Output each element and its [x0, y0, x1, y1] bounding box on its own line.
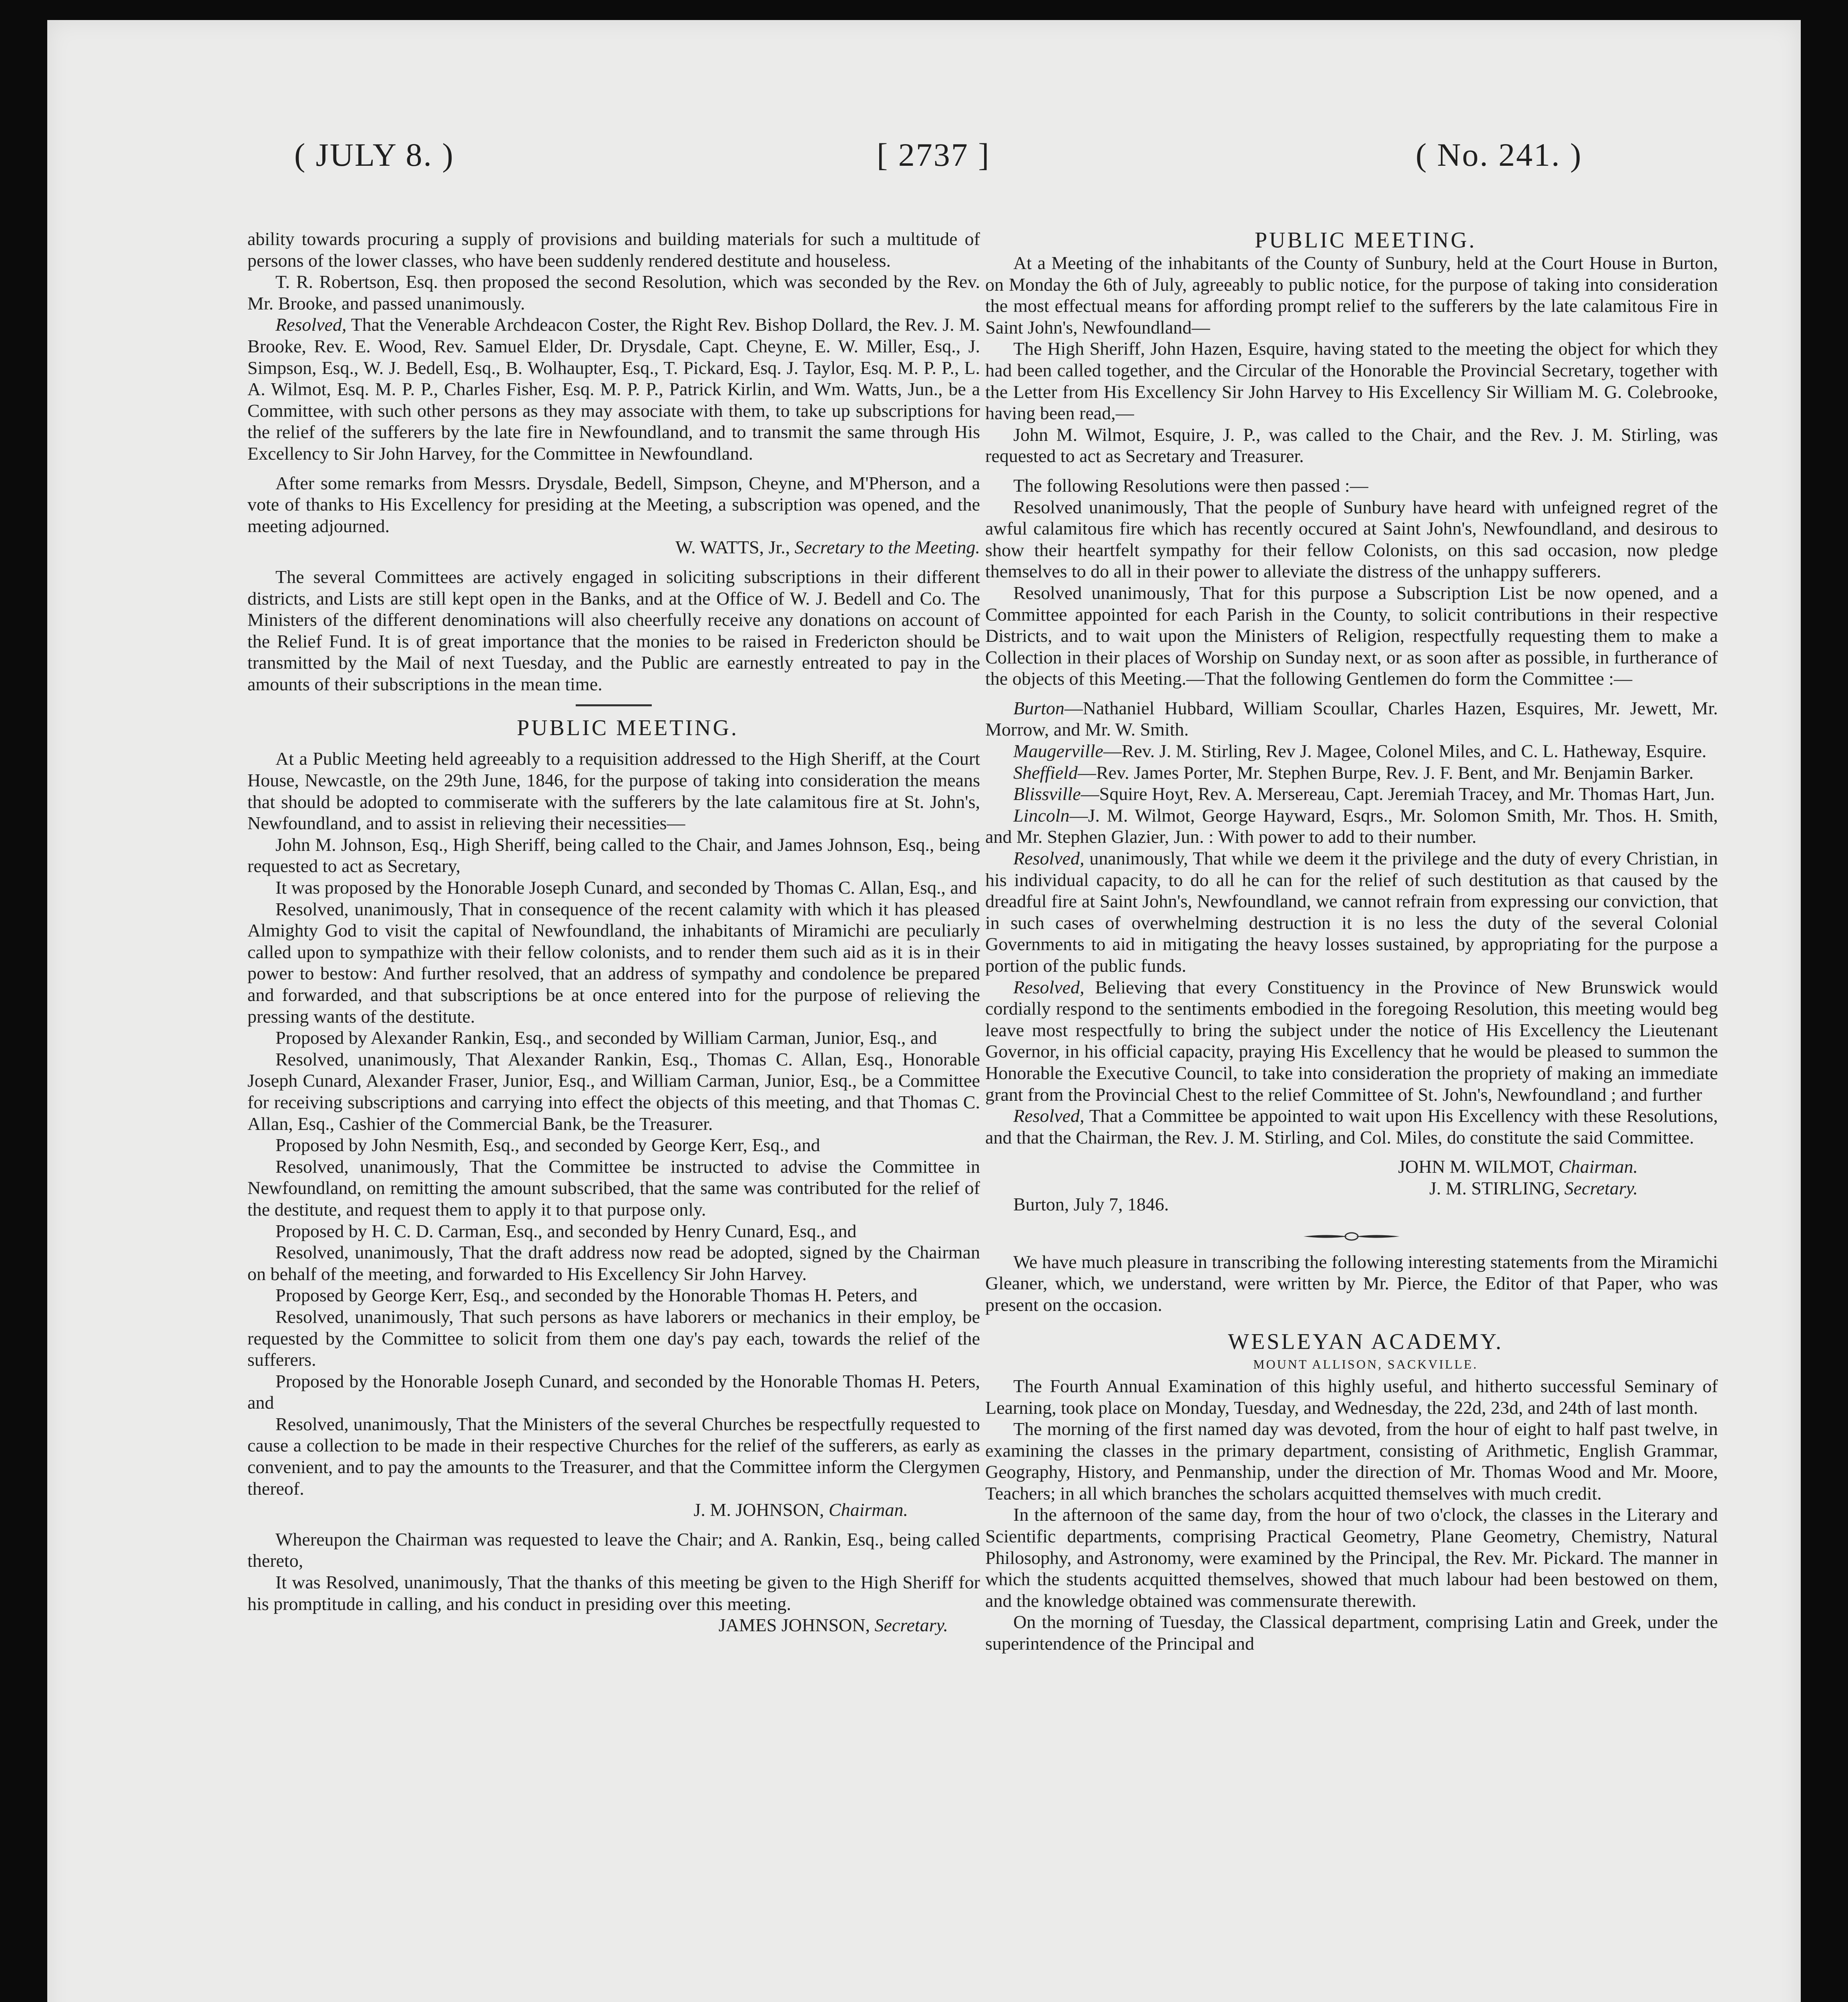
committee-blissville	[985, 783, 1718, 805]
paragraph: John M. Wilmot, Esquire, J. P., was called to the Chair, and the Rev. J. M. Stirling, was requested to act as Secretary and Treasurer.	[985, 424, 1718, 466]
committee-members: —Nathaniel Hubbard, William Scoullar, Charles Hazen, Esquires, Mr. Jewett, Mr. Morrow, and Mr. W. Smith.	[985, 697, 1718, 740]
paragraph: Whereupon the Chairman was requested to leave the Chair; and A. Rankin, Esq., being called thereto,	[247, 1529, 980, 1571]
parish-name: Burton	[1013, 697, 1065, 718]
paragraph: Proposed by John Nesmith, Esq., and seconded by George Kerr, Esq., and	[275, 1135, 820, 1156]
signature-name: JOHN M. WILMOT,	[1398, 1156, 1559, 1177]
committee-members: —Rev. James Porter, Mr. Stephen Burpe, Rev. J. F. Bent, and Mr. Benjamin Barker.	[1077, 762, 1694, 783]
paragraph: The Fourth Annual Examination of this highly useful, and hitherto successful Seminary of Learning, took place on Monday, Tuesday, and Wednesday, the 22d, 23d, and 24th of last month.	[985, 1375, 1718, 1418]
paragraph: It was proposed by the Honorable Joseph Cunard, and seconded by Thomas C. Allan, Esq., and	[275, 877, 977, 898]
committee-members: —Squire Hoyt, Rev. A. Mersereau, Capt. Jeremiah Tracey, and Mr. Thomas Hart, Jun.	[1081, 784, 1715, 804]
signature-name: J. M. JOHNSON,	[693, 1499, 829, 1520]
parish-name: Blissville	[1013, 784, 1081, 804]
section-rule	[576, 704, 652, 706]
resolved-lead: Resolved,	[275, 314, 347, 335]
committee-members: —Rev. J. M. Stirling, Rev J. Magee, Colonel Miles, and C. L. Hatheway, Esquire.	[1103, 741, 1707, 762]
resolved-lead: Resolved,	[1013, 848, 1085, 869]
paragraph: At a Public Meeting held agreeably to a requisition addressed to the High Sheriff, at the Court House, Newcastle, on the 29th June, 1846, for the purpose of taking into consideration the means that should be adopted to commiserate with the sufferers by the late calamitous fire at St. John's, Newfoundland, and to assist in relieving their necessities—	[247, 748, 980, 834]
signature-johnson	[247, 1499, 908, 1521]
signature-role: Secretary.	[1564, 1178, 1638, 1198]
resolved-lead: Resolved,	[1013, 1106, 1085, 1126]
paragraph: Resolved, unanimously, That the draft address now read be adopted, signed by the Chairman on behalf of the meeting, and forwarded to His Excellency Sir John Harvey.	[247, 1242, 980, 1284]
paragraph: On the morning of Tuesday, the Classical department, comprising Latin and Greek, under the superintendence of the Principal and	[985, 1612, 1718, 1654]
parish-name: Sheffield	[1013, 762, 1078, 783]
right-column	[985, 228, 1718, 1654]
committee-maugerville	[985, 740, 1718, 762]
section-title: WESLEYAN ACADEMY.	[1228, 1329, 1503, 1355]
signature-role: Chairman.	[828, 1499, 908, 1520]
paragraph-text: unanimously, That while we deem it the privilege and the duty of every Christian, in his individual capacity, to do all he can for the relief of such destitution as that caused by the dreadful fire at Saint John's, Newfoundland, we cannot refrain from expressing our conviction, that in such cases of overwhelming destruction it is no less the duty of the several Colonial Governments to aid in mitigating the heavy losses sustained, by appropriating for the purpose a portion of the public funds.	[985, 848, 1718, 976]
paragraph-text: That a Committee be appointed to wait upon His Excellency with these Resolutions, and that the Chairman, the Rev. J. M. Stirling, and Col. Miles, do constitute the said Committee.	[985, 1106, 1718, 1148]
section-subtitle: MOUNT ALLISON, SACKVILLE.	[1253, 1357, 1478, 1372]
signature-role: Secretary.	[874, 1615, 948, 1636]
signature-james-johnson	[247, 1614, 948, 1636]
paragraph: Resolved, unanimously, That the Committee be instructed to advise the Committee in Newfoundland, on remitting the amount subscribed, that the same was contributed for the relief of the destitute, and request them to apply it to that purpose only.	[247, 1156, 980, 1220]
paragraph: The morning of the first named day was devoted, from the hour of eight to half past twelve, in examining the classes in the primary department, consisting of Arithmetic, English Grammar, Geography, History, and Penmanship, under the direction of Mr. Thomas Wood and Mr. Moore, Teachers; in all which branches the scholars acquitted themselves with much credit.	[985, 1419, 1718, 1504]
paragraph: The several Committees are actively engaged in soliciting subscriptions in their different districts, and Lists are still kept open in the Banks, and at the Office of W. J. Bedell and Co. The Ministers of the different denominations will also cheerfully receive any donations on account of the Relief Fund. It is of great importance that the monies to be raised in Fredericton should be transmitted by the Mail of next Tuesday, and the Public are earnestly entreated to pay in the amounts of their subscriptions in the mean time.	[247, 566, 980, 694]
paragraph: ability towards procuring a supply of provisions and building materials for such a multitude of persons of the lower classes, who have been suddenly rendered destitute and houseless.	[247, 229, 980, 271]
dateline-row	[985, 1178, 1718, 1215]
parish-name: Maugerville	[1013, 741, 1103, 762]
header-page-number: [ 2737 ]	[877, 137, 990, 173]
paragraph: Resolved, unanimously, That such persons as have laborers or mechanics in their employ, be requested by the Committee to solicit from them one day's pay each, towards the relief of the sufferers.	[247, 1306, 980, 1370]
paragraph: The High Sheriff, John Hazen, Esquire, having stated to the meeting the object for which they had been called together, and the Circular of the Honorable the Provincial Secretary, together with the Letter from His Excellency Sir John Harvey to His Excellency Sir William M. G. Colebrooke, having been read,—	[985, 338, 1718, 424]
committee-members: —J. M. Wilmot, George Hayward, Esqrs., Mr. Solomon Smith, Mr. Thos. H. Smith, and Mr. Stephen Glazier, Jun. : With power to add to their number.	[985, 805, 1718, 847]
paragraph-text: Believing that every Constituency in the Province of New Brunswick would cordially respond to the sentiments embodied in the foregoing Resolution, this meeting would beg leave most respectfully to bring the subject under the notice of His Excellency the Lieutenant Governor, in his official capacity, praying His Excellency that he would be pleased to summon the Honorable the Executive Council, to take into consideration the propriety of making an immediate grant from the Provincial Chest to the relief Committee of St. John's, Newfoundland ; and further	[985, 977, 1718, 1105]
paragraph: Proposed by the Honorable Joseph Cunard, and seconded by the Honorable Thomas H. Peters, and	[247, 1371, 980, 1413]
committee-lincoln	[985, 805, 1718, 848]
newspaper-page	[47, 20, 1801, 2002]
signature-stirling	[1429, 1178, 1638, 1199]
ornament-divider	[985, 1226, 1718, 1238]
paragraph: At a Meeting of the inhabitants of the County of Sunbury, held at the Court House in Burton, on Monday the 6th of July, agreeably to public notice, for the purpose of taking into consideration the most effectual means for affording prompt relief to the sufferers by the late calamitous Fire in Saint John's, Newfoundland—	[985, 253, 1718, 338]
left-column	[247, 228, 980, 1636]
signature-watts	[247, 537, 980, 558]
ornament-icon	[1304, 1230, 1400, 1242]
paragraph: It was Resolved, unanimously, That the thanks of this meeting be given to the High Sheriff for his promptitude in calling, and his conduct in presiding over this meeting.	[247, 1572, 980, 1614]
paragraph: After some remarks from Messrs. Drysdale, Bedell, Simpson, Cheyne, and M'Pherson, and a vote of thanks to His Excellency for presiding at the Meeting, a subscription was opened, and the meeting adjourned.	[247, 472, 980, 536]
paragraph	[985, 848, 1718, 977]
paragraph: Resolved, unanimously, That Alexander Rankin, Esq., Thomas C. Allan, Esq., Honorable Joseph Cunard, Alexander Fraser, Junior, Esq., and William Carman, Junior, Esq., be a Committee for receiving subscriptions and carrying into effect the objects of this meeting, and that Thomas C. Allan, Esq., Cashier of the Commercial Bank, be the Treasurer.	[247, 1049, 980, 1134]
dateline: Burton, July 7, 1846.	[1013, 1194, 1169, 1214]
paragraph: Resolved, unanimously, That in consequence of the recent calamity with which it has pleased Almighty God to visit the capital of Newfoundland, the inhabitants of Miramichi are peculiarly called upon to sympathize with their fellow colonists, and to render them such aid as it is in their power to bestow: And further resolved, that an address of sympathy and condolence be prepared and forwarded, and that subscriptions be at once entered into for the purpose of relieving the pressing wants of the destitute.	[247, 898, 980, 1027]
paragraph: We have much pleasure in transcribing the following interesting statements from the Miramichi Gleaner, which, we understand, were written by Mr. Pierce, the Editor of that Paper, who was present on the occasion.	[985, 1251, 1718, 1315]
paragraph: In the afternoon of the same day, from the hour of two o'clock, the classes in the Literary and Scientific departments, comprising Practical Geometry, Plane Geometry, Chemistry, Natural Philosophy, and Astronomy, were examined by the Principal, the Rev. Mr. Pickard. The manner in which the students acquitted themselves, showed that much labour had been bestowed on them, and the knowledge obtained was commensurate therewith.	[985, 1504, 1718, 1611]
paragraph	[985, 1105, 1718, 1148]
paragraph	[247, 314, 980, 464]
paragraph: Proposed by Alexander Rankin, Esq., and seconded by William Carman, Junior, Esq., and	[275, 1027, 937, 1048]
paragraph: Resolved unanimously, That the people of Sunbury have heard with unfeigned regret of the awful calamitous fire which has recently occured at Saint John's, Newfoundland, and desirous to show their heartfelt sympathy for their fellow Colonists, on this sad occasion, now pledge themselves to do all in their power to alleviate the distress of the unhappy sufferers.	[985, 496, 1718, 582]
section-title: PUBLIC MEETING.	[516, 716, 739, 741]
section-title: PUBLIC MEETING.	[1254, 228, 1477, 253]
parish-name: Lincoln	[1013, 805, 1070, 826]
signature-name: JAMES JOHNSON,	[718, 1615, 875, 1636]
signature-wilmot	[985, 1156, 1638, 1178]
header-date: ( JULY 8. )	[294, 137, 454, 173]
header-issue-number: ( No. 241. )	[1416, 137, 1583, 173]
signature-role: Secretary to the Meeting.	[794, 537, 980, 558]
paragraph: Resolved, unanimously, That the Ministers of the several Churches be respectfully requested to cause a collection to be made in their respective Churches for the relief of the sufferers, as early as convenient, and to pay the amounts to the Treasurer, and that the Committee inform the Clergymen thereof.	[247, 1413, 980, 1499]
paragraph: John M. Johnson, Esq., High Sheriff, being called to the Chair, and James Johnson, Esq., being requested to act as Secretary,	[247, 834, 980, 876]
committee-sheffield	[985, 762, 1718, 784]
paragraph: Resolved unanimously, That for this purpose a Subscription List be now opened, and a Committee appointed for each Parish in the County, to solicit contributions in their respective Districts, and to wait upon the Ministers of Religion, respectfully requesting them to make a Collection in their places of Worship on Sunday next, or as soon after as possible, in furtherance of the objects of this Meeting.—That the following Gentlemen do form the Committee :—	[985, 582, 1718, 689]
paragraph: The following Resolutions were then passed :—	[1013, 475, 1368, 496]
resolved-lead: Resolved,	[1013, 977, 1085, 997]
paragraph: Proposed by H. C. D. Carman, Esq., and seconded by Henry Cunard, Esq., and	[275, 1220, 857, 1241]
paragraph	[985, 977, 1718, 1106]
paragraph: Proposed by George Kerr, Esq., and seconded by the Honorable Thomas H. Peters, and	[275, 1285, 918, 1306]
signature-name: W. WATTS, Jr.,	[675, 537, 795, 558]
paragraph-text: That the Venerable Archdeacon Coster, the Right Rev. Bishop Dollard, the Rev. J. M. Brooke, Rev. E. Wood, Rev. Samuel Elder, Dr. Drysdale, Capt. Cheyne, E. W. Miller, Esq., J. Simpson, Esq., W. J. Bedell, Esq., B. Wolhaupter, Esq., T. Pickard, Esq. J. Taylor, Esq. M. P. P., L. A. Wilmot, Esq. M. P. P., Charles Fisher, Esq. M. P. P., Patrick Kirlin, and Wm. Watts, Jun., be a Committee, with such other persons as they may associate with them, to take up subscriptions for the relief of the sufferers by the late fire in Newfoundland, and to transmit the same through His Excellency to Sir John Harvey, for the Committee in Newfoundland.	[247, 314, 980, 464]
committee-burton	[985, 697, 1718, 740]
signature-role: Chairman.	[1558, 1156, 1638, 1177]
paragraph: T. R. Robertson, Esq. then proposed the second Resolution, which was seconded by the Rev. Mr. Brooke, and passed unanimously.	[247, 271, 980, 314]
signature-name: J. M. STIRLING,	[1429, 1178, 1565, 1198]
